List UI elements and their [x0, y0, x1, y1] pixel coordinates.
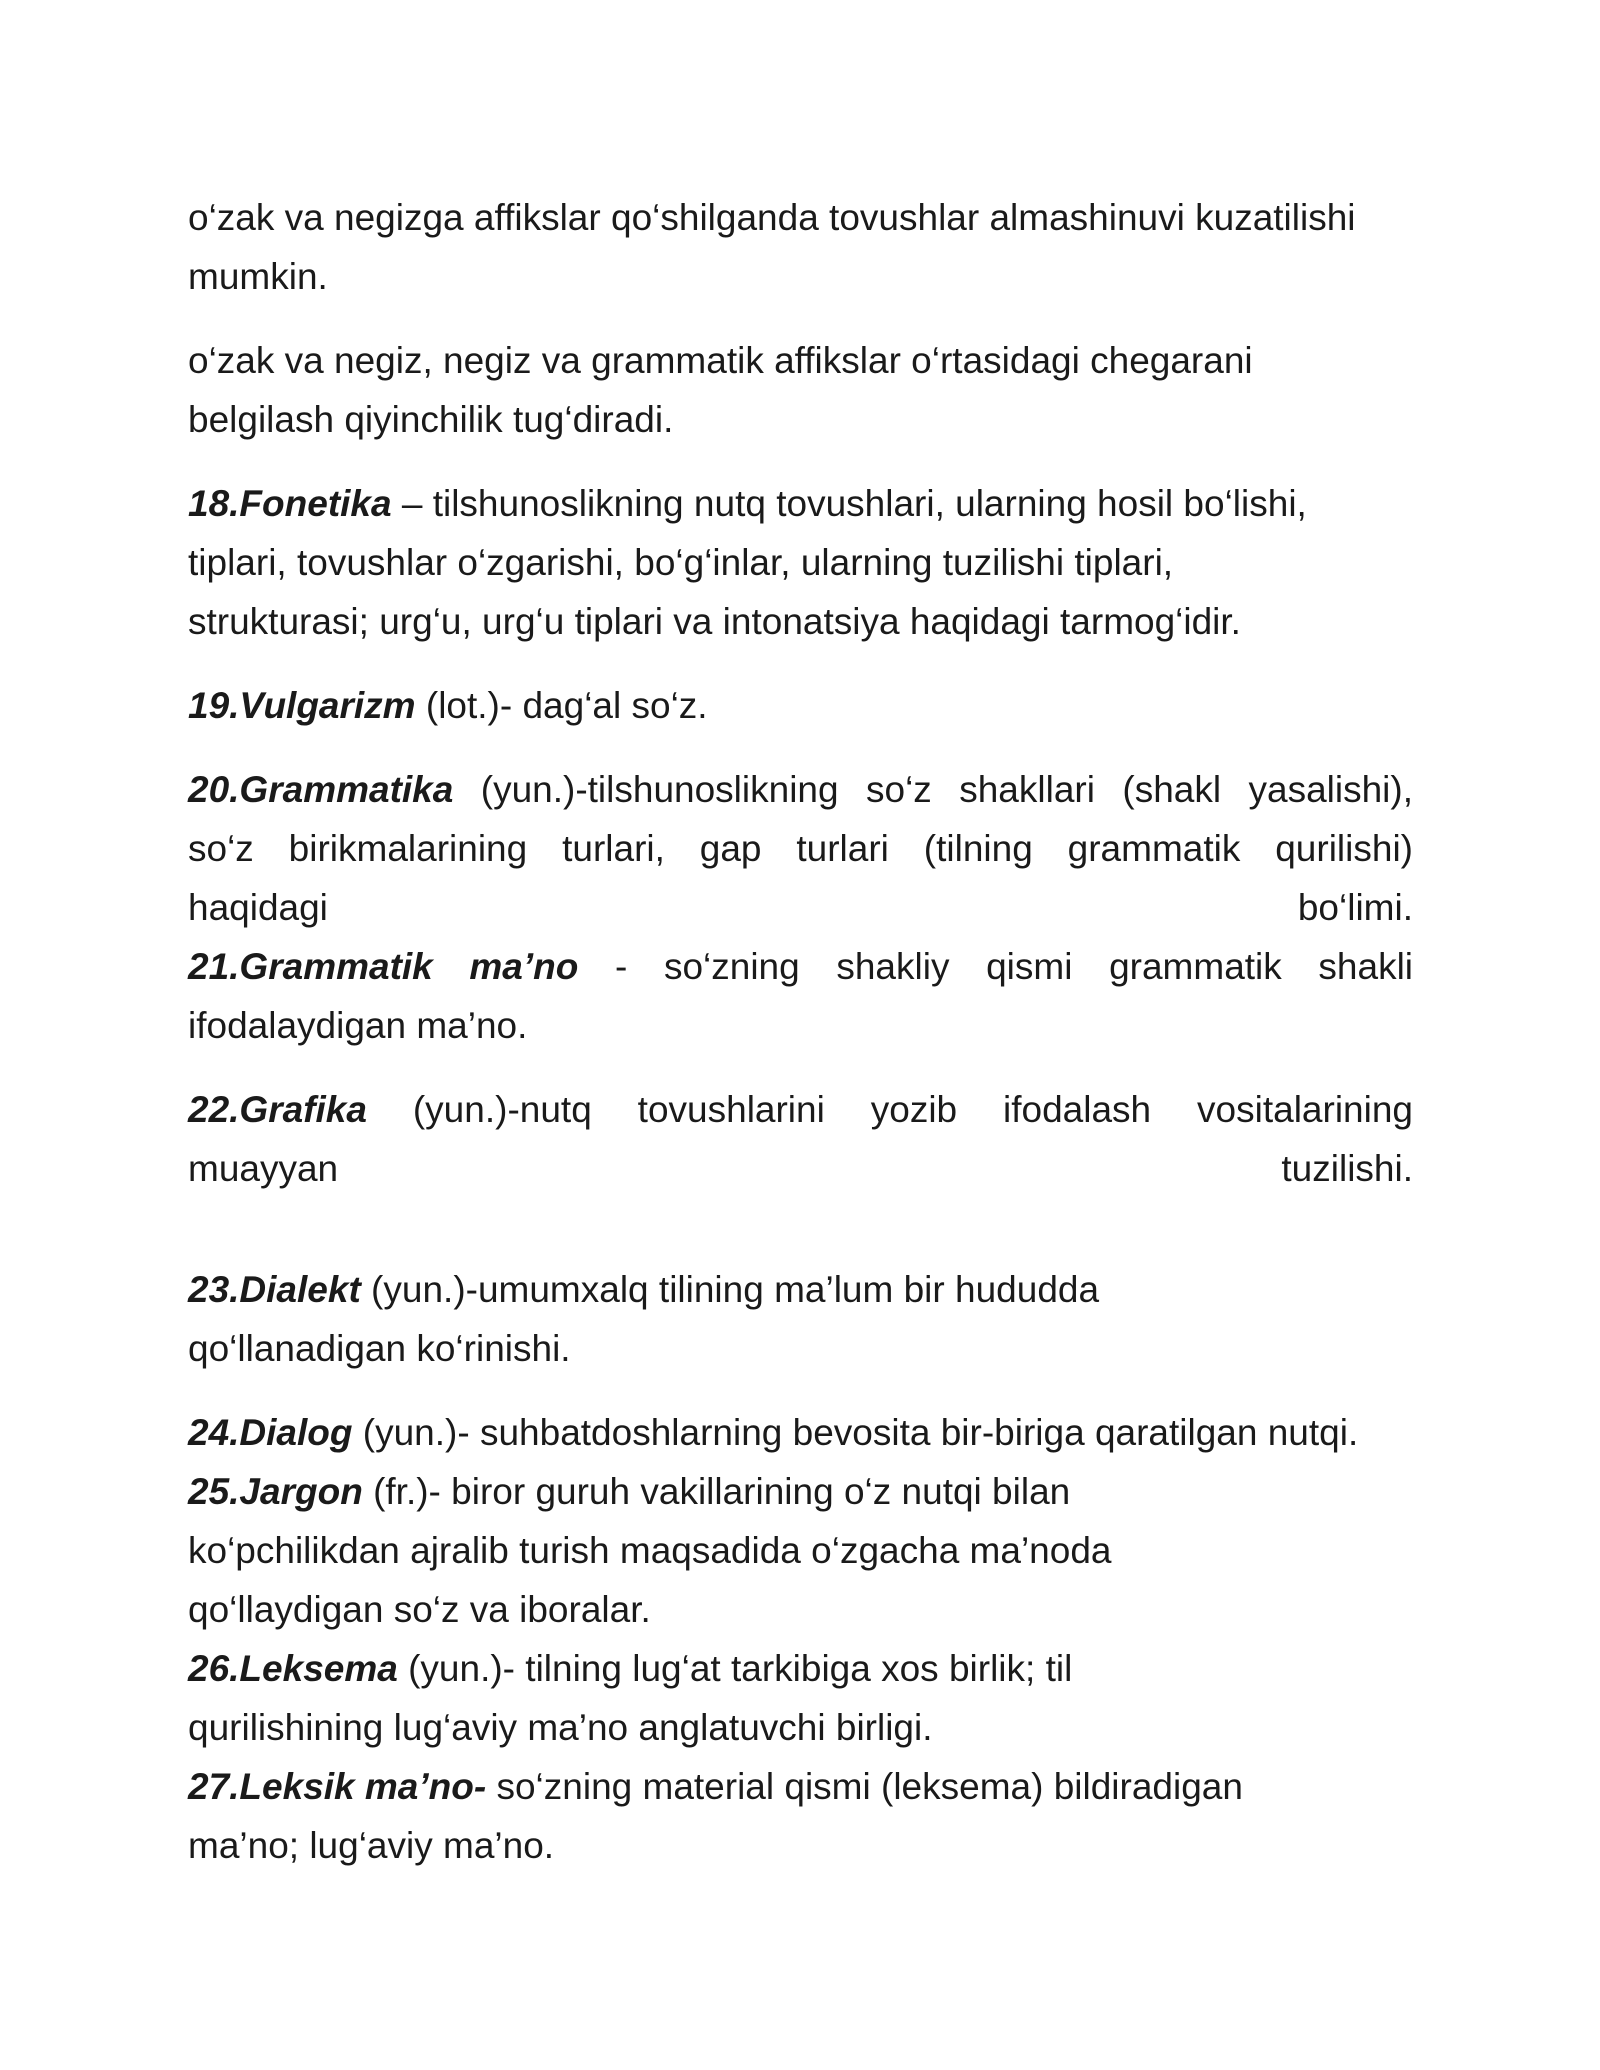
term-fonetika: 18.Fonetika — [188, 483, 392, 524]
text-line — [188, 878, 1413, 937]
term-leksema: 26.Leksema — [188, 1648, 398, 1689]
entry-grammatika — [188, 760, 1413, 937]
text-line — [188, 1139, 1413, 1198]
term-jargon: 25.Jargon — [188, 1471, 363, 1512]
definition-text: (yun.)- suhbatdoshlarning bevosita bir-biriga qaratilgan nutqi. — [352, 1412, 1359, 1453]
term-vulgarizm: 19.Vulgarizm — [188, 685, 416, 726]
text-line — [188, 676, 1413, 735]
entry-leksik-mano — [188, 1757, 1413, 1875]
definition-text: (fr.)- biror guruh vakillarining o‘z nutqi bilan — [362, 1471, 1071, 1512]
definition-text: so‘zning material qismi (leksema) bildiradigan — [486, 1766, 1243, 1807]
text-line: mumkin. — [188, 256, 328, 297]
text-line — [188, 1080, 1413, 1139]
definition-text: – tilshunoslikning nutq tovushlari, ularning hosil bo‘lishi, — [391, 483, 1307, 524]
text-line: qo‘llaydigan so‘z va iboralar. — [188, 1589, 651, 1630]
text-line: belgilash qiyinchilik tug‘diradi. — [188, 399, 674, 440]
text-line: o‘zak va negiz, negiz va grammatik affikslar o‘rtasidagi chegarani — [188, 340, 1253, 381]
definition-text: muayyan — [188, 1148, 339, 1189]
definition-text: (lot.)- dag‘al so‘z. — [415, 685, 708, 726]
text-line: qo‘llanadigan ko‘rinishi. — [188, 1328, 571, 1369]
entry-fonetika — [188, 474, 1413, 651]
paragraph-ozak-negiz-chegara — [188, 331, 1413, 449]
definition-text: (yun.)- tilning lug‘at tarkibiga xos birlik; til — [397, 1648, 1073, 1689]
entry-jargon — [188, 1462, 1413, 1639]
document-page — [188, 188, 1413, 1875]
term-grammatik-mano: 21.Grammatik ma’no — [188, 946, 579, 987]
text-line: ma’no; lug‘aviy ma’no. — [188, 1825, 555, 1866]
term-grammatika: 20.Grammatika — [188, 769, 454, 810]
text-line — [188, 760, 1413, 819]
text-line — [188, 1462, 1413, 1521]
entry-vulgarizm — [188, 676, 1413, 735]
term-dialekt: 23.Dialekt — [188, 1269, 361, 1310]
text-line — [188, 1757, 1413, 1816]
text-line — [188, 937, 1413, 996]
definition-text: - so‘zning shakliy qismi grammatik shakli — [578, 946, 1414, 987]
entry-grammatik-mano — [188, 937, 1413, 1055]
term-dialog: 24.Dialog — [188, 1412, 353, 1453]
text-line: so‘z birikmalarining turlari, gap turlari (tilning grammatik qurilishi) — [188, 828, 1413, 869]
definition-text: (yun.)-tilshunoslikning so‘z shakllari (shakl yasalishi), — [453, 769, 1413, 810]
entry-leksema — [188, 1639, 1413, 1757]
definition-text: bo‘limi. — [1297, 887, 1413, 928]
text-line — [188, 1639, 1413, 1698]
term-grafika: 22.Grafika — [188, 1089, 367, 1130]
text-line — [188, 1260, 1413, 1319]
definition-text: (yun.)-nutq tovushlarini yozib ifodalash vositalarining — [366, 1089, 1413, 1130]
entry-dialog — [188, 1403, 1413, 1462]
definition-text: haqidagi — [188, 887, 328, 928]
text-line — [188, 474, 1413, 533]
text-line: ko‘pchilikdan ajralib turish maqsadida o‘zgacha ma’noda — [188, 1530, 1112, 1571]
text-line — [188, 1403, 1413, 1462]
text-line: strukturasi; urg‘u, urg‘u tiplari va intonatsiya haqidagi tarmog‘idir. — [188, 601, 1241, 642]
paragraph-ozak-negizga — [188, 188, 1413, 306]
text-line: ifodalaydigan ma’no. — [188, 1005, 528, 1046]
entry-dialekt — [188, 1260, 1413, 1378]
definition-text: (yun.)-umumxalq tilining ma’lum bir hududda — [360, 1269, 1100, 1310]
term-leksik-mano: 27.Leksik ma’no- — [188, 1766, 487, 1807]
text-line: qurilishining lug‘aviy ma’no anglatuvchi birligi. — [188, 1707, 933, 1748]
text-line: tiplari, tovushlar o‘zgarishi, bo‘g‘inlar, ularning tuzilishi tiplari, — [188, 542, 1174, 583]
definition-text: tuzilishi. — [1281, 1148, 1413, 1189]
text-line: o‘zak va negizga affikslar qo‘shilganda tovushlar almashinuvi kuzatilishi — [188, 197, 1356, 238]
entry-grafika — [188, 1080, 1413, 1198]
